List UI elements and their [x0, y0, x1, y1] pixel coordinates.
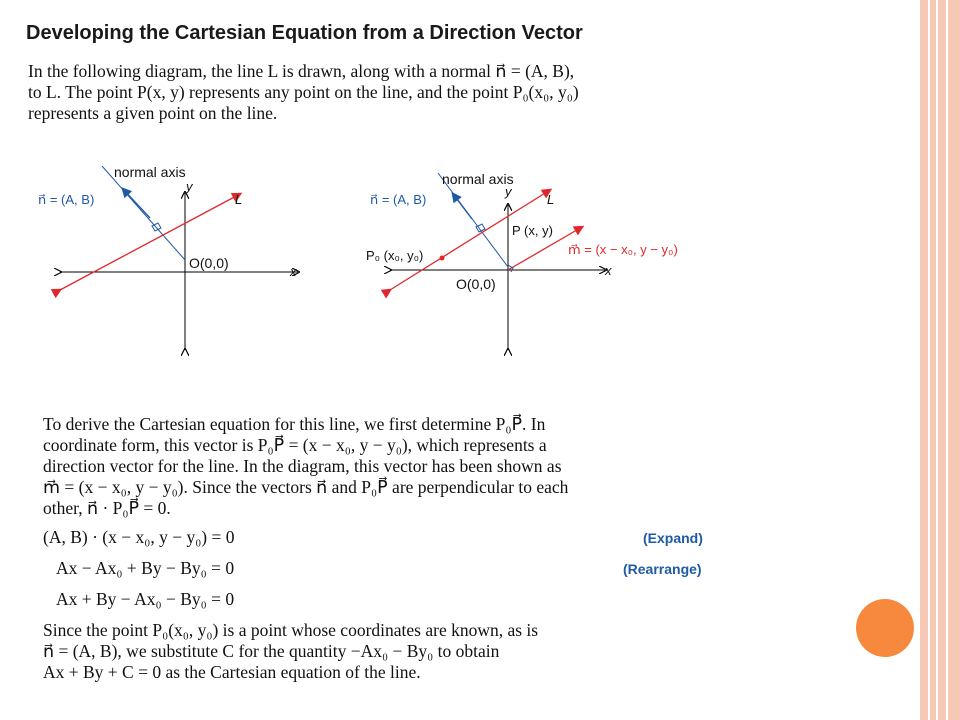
expand-tag: (Expand): [643, 530, 703, 546]
body-paragraph: [43, 414, 568, 519]
border-stripe: [928, 0, 930, 720]
intro-line: represents a given point on the line.: [28, 103, 278, 123]
intro-line: to L. The point P(x, y) represents any point on the line, and the point P₀(x₀, y₀): [28, 82, 579, 102]
normal-vector-label: n⃗ = (A, B): [370, 192, 427, 207]
normal-axis-label: normal axis: [442, 171, 514, 187]
intro-paragraph: [28, 61, 579, 124]
x-label: x: [605, 263, 612, 278]
origin-label: O(0,0): [189, 255, 229, 271]
vector-m-label: m⃗ = (x − x₀, y − y₀): [568, 242, 678, 257]
normal-axis-label: normal axis: [114, 164, 186, 180]
border-stripe: [946, 0, 948, 720]
conclusion-line: Ax + By + C = 0 as the Cartesian equation of the line.: [43, 662, 421, 682]
y-label: y: [186, 179, 193, 194]
origin-label: O(0,0): [456, 276, 496, 292]
x-label: x: [290, 264, 297, 279]
body-line: m⃗ = (x − x₀, y − y₀). Since the vectors n⃗ and P₀P⃗ are perpendicular to each: [43, 477, 569, 497]
point-p-label: P (x, y): [512, 223, 553, 238]
point-p0: [440, 256, 445, 261]
body-line: direction vector for the line. In the diagram, this vector has been shown as: [43, 456, 562, 476]
point-p0-label: P₀ (x₀, y₀): [366, 248, 424, 263]
conclusion-paragraph: [43, 620, 538, 683]
diagram-right: [360, 165, 720, 360]
line-label: L: [547, 192, 555, 207]
body-line: other, n⃗ · P₀P⃗ = 0.: [43, 498, 171, 518]
body-line: To derive the Cartesian equation for this line, we first determine P₀P⃗. In: [43, 414, 546, 434]
decorative-border: [920, 0, 960, 720]
line-L: [60, 192, 243, 290]
conclusion-line: n⃗ = (A, B), we substitute C for the quantity −Ax₀ − By₀ to obtain: [43, 641, 500, 661]
equation-1: (A, B) · (x − x₀, y − y₀) = 0: [43, 527, 235, 547]
border-stripe: [936, 0, 938, 720]
conclusion-line: Since the point P₀(x₀, y₀) is a point whose coordinates are known, as is: [43, 620, 539, 640]
y-label: y: [505, 184, 512, 199]
normal-vector-label: n⃗ = (A, B): [38, 192, 95, 207]
intro-line: In the following diagram, the line L is drawn, along with a normal n⃗ = (A, B),: [28, 61, 575, 81]
normal-vector-arrow: [453, 194, 472, 219]
page-title: Developing the Cartesian Equation from a Direction Vector: [26, 22, 583, 44]
body-line: coordinate form, this vector is P₀P⃗ = (x − x₀, y − y₀), which represents a: [43, 435, 547, 455]
rearrange-tag: (Rearrange): [623, 561, 702, 577]
equation-3: Ax + By − Ax₀ − By₀ = 0: [56, 589, 235, 609]
decorative-dot: [856, 599, 914, 657]
normal-vector-arrow: [123, 189, 150, 218]
line-label: L: [235, 192, 243, 207]
equation-2: Ax − Ax₀ + By − By₀ = 0: [56, 558, 235, 578]
diagram-left: [30, 160, 320, 360]
